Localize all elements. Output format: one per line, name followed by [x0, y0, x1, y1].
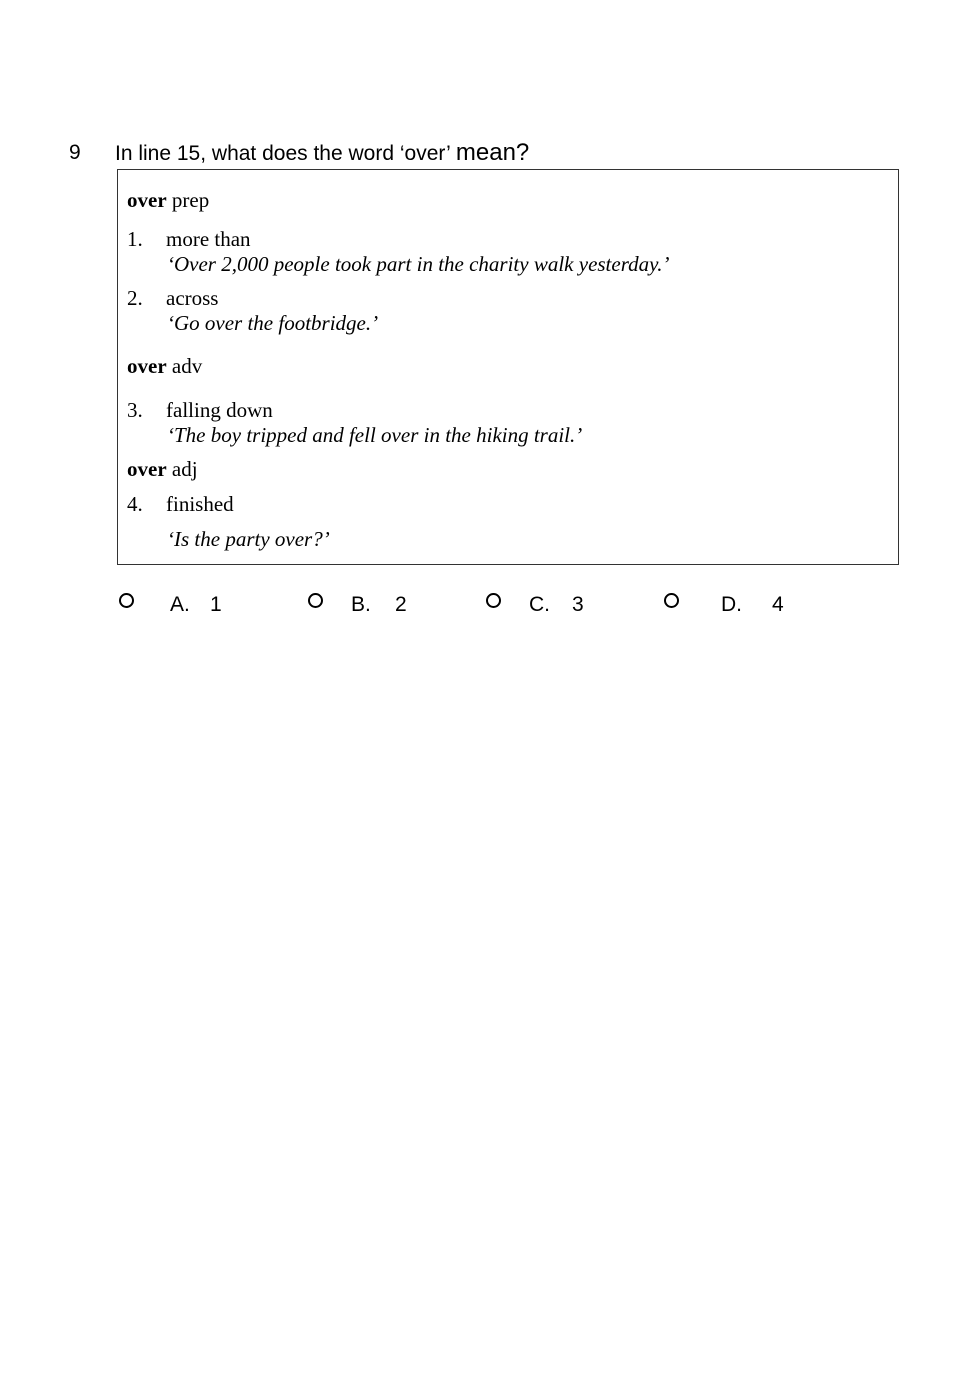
sense-definition: more than	[166, 227, 251, 251]
question-text	[115, 140, 529, 167]
option-a[interactable]	[119, 590, 259, 620]
option-letter: A.	[170, 593, 190, 616]
pos-heading-adj	[127, 457, 198, 481]
radio-circle-icon[interactable]	[119, 593, 134, 608]
sense-example: ‘Go over the footbridge.’	[167, 311, 379, 335]
option-value: 2	[395, 593, 407, 616]
option-letter: D.	[721, 593, 742, 616]
headword: over	[127, 188, 167, 212]
question-number: 9	[69, 141, 81, 164]
part-of-speech: prep	[166, 188, 210, 212]
option-letter: C.	[529, 593, 550, 616]
pos-heading-prep	[127, 188, 209, 212]
sense-number: 2.	[127, 286, 143, 310]
sense-number: 3.	[127, 398, 143, 422]
radio-circle-icon[interactable]	[308, 593, 323, 608]
option-b[interactable]	[308, 590, 448, 620]
headword: over	[127, 354, 167, 378]
question-text-main: In line 15, what does the word ‘over’	[115, 142, 456, 165]
radio-circle-icon[interactable]	[664, 593, 679, 608]
sense-example: ‘Over 2,000 people took part in the charity walk yesterday.’	[167, 252, 670, 276]
sense-number: 1.	[127, 227, 143, 251]
option-value: 1	[210, 593, 222, 616]
option-c[interactable]	[486, 590, 626, 620]
option-value: 3	[572, 593, 584, 616]
pos-heading-adv	[127, 354, 202, 378]
option-value: 4	[772, 593, 784, 616]
sense-example: ‘Is the party over?’	[167, 527, 330, 551]
option-letter: B.	[351, 593, 371, 616]
part-of-speech: adv	[166, 354, 203, 378]
sense-example: ‘The boy tripped and fell over in the hiking trail.’	[167, 423, 583, 447]
sense-number: 4.	[127, 492, 143, 516]
radio-circle-icon[interactable]	[486, 593, 501, 608]
sense-definition: falling down	[166, 398, 273, 422]
part-of-speech: adj	[166, 457, 198, 481]
option-d[interactable]	[664, 590, 804, 620]
headword: over	[127, 457, 167, 481]
question-text-end: mean?	[455, 139, 530, 166]
sense-definition: finished	[166, 492, 234, 516]
dictionary-entry-box	[117, 169, 899, 565]
sense-definition: across	[166, 286, 219, 310]
